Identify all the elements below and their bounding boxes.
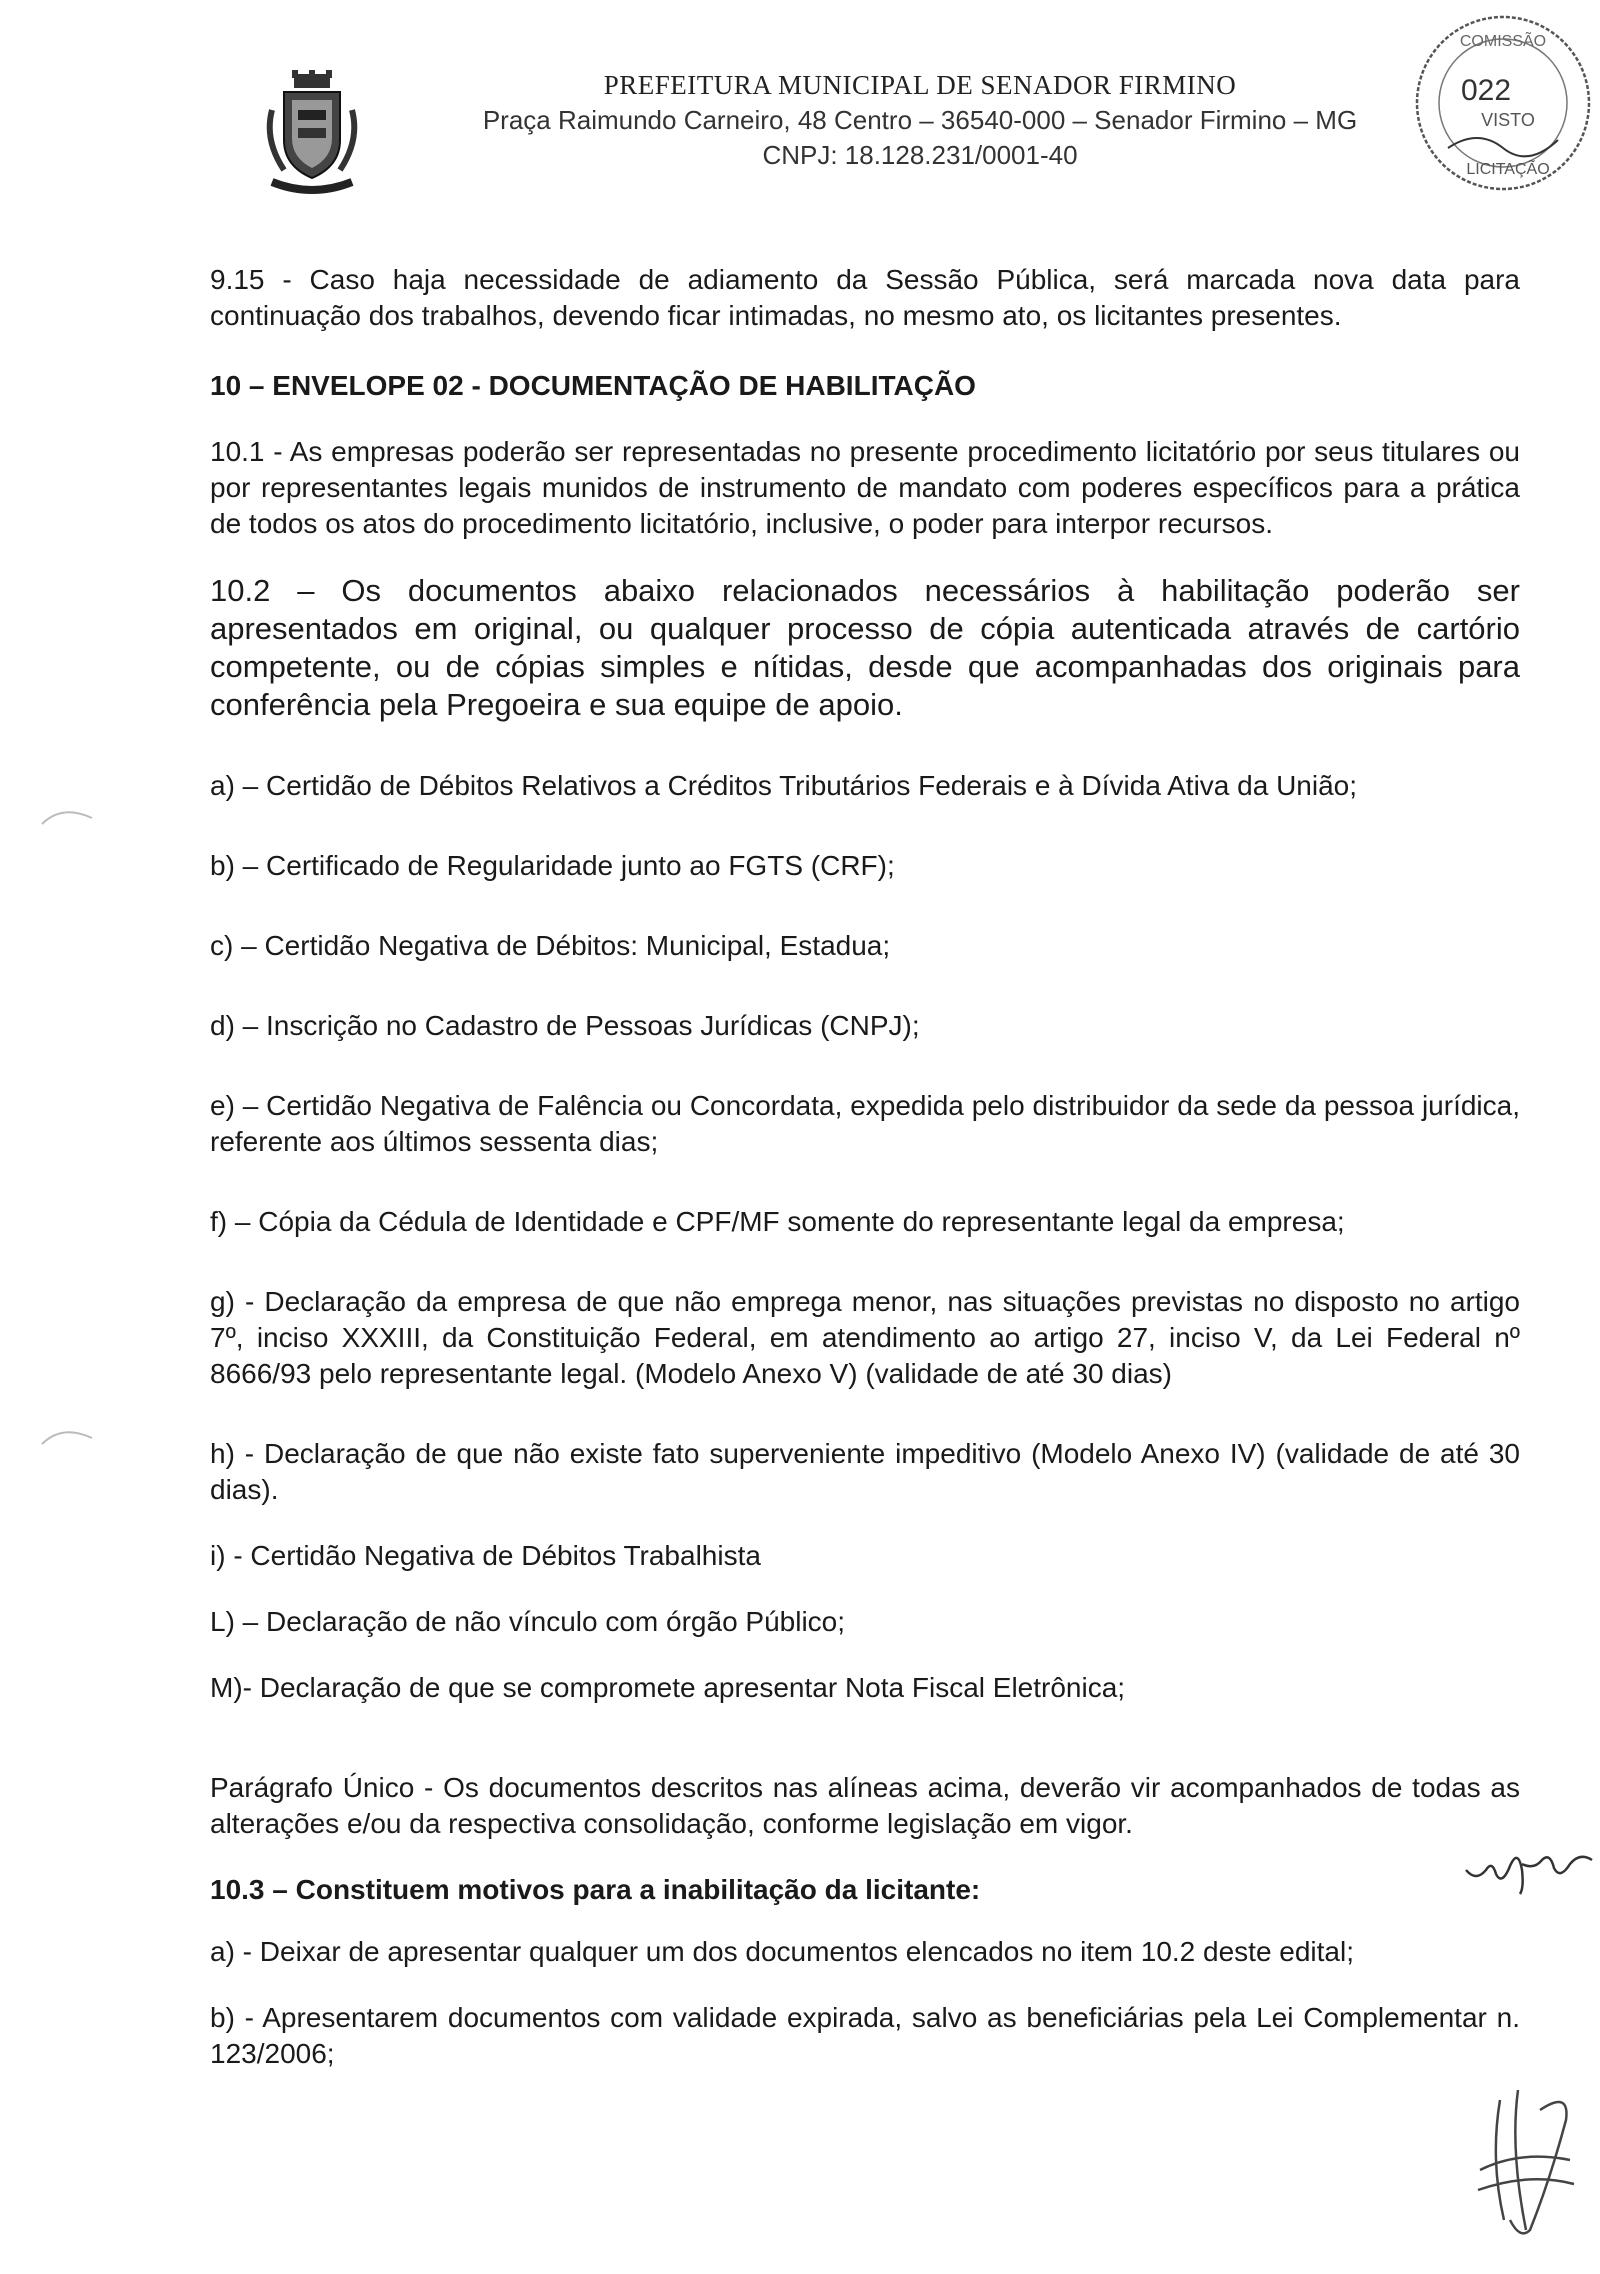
document-body <box>210 262 1520 2072</box>
list-item: b) - Apresentarem documentos com validade expirada, salvo as beneficiárias pela Lei Complementar n. 123/2006; <box>210 2002 1520 2069</box>
paragraph-10-1: 10.1 - As empresas poderão ser representadas no presente procedimento licitatório por seus titulares ou por representantes legais munidos de instrumento de mandato com poderes específicos para a prática de todos os atos do procedimento licitatório, inclusive, o poder para interpor recursos. <box>210 436 1520 539</box>
list-item: L) – Declaração de não vínculo com órgão Público; <box>210 1606 846 1637</box>
list-item: g) - Declaração da empresa de que não emprega menor, nas situações previstas no disposto no artigo 7º, inciso XXXIII, da Constituição Federal, em atendimento ao artigo 27, inciso V, da Lei Federal nº 8666/93 pelo representante legal. (Modelo Anexo V) (validade de até 30 dias) <box>210 1286 1520 1389</box>
scan-mark-icon <box>38 1420 98 1450</box>
section-heading-10-3: 10.3 – Constituem motivos para a inabilitação da licitante: <box>210 1874 981 1905</box>
list-item: e) – Certidão Negativa de Falência ou Concordata, expedida pelo distribuidor da sede da pessoa jurídica, referente aos últimos sessenta dias; <box>210 1090 1520 1157</box>
letterhead <box>420 70 1420 171</box>
list-item: d) – Inscrição no Cadastro de Pessoas Jurídicas (CNPJ); <box>210 1010 920 1041</box>
org-cnpj: CNPJ: 18.128.231/0001-40 <box>762 140 1078 170</box>
paragraph-9-15: 9.15 - Caso haja necessidade de adiamento da Sessão Pública, será marcada nova data para continuação dos trabalhos, devendo ficar intimadas, no mesmo ato, os licitantes presentes. <box>210 264 1520 331</box>
municipal-crest-icon <box>262 70 362 200</box>
list-item: c) – Certidão Negativa de Débitos: Municipal, Estadua; <box>210 930 891 961</box>
stamp-comissao: COMISSÃO <box>1459 33 1547 50</box>
org-address: Praça Raimundo Carneiro, 48 Centro – 36540-000 – Senador Firmino – MG <box>482 105 1358 135</box>
handwritten-initials-icon <box>1462 1830 1600 1900</box>
signature-icon <box>1470 2080 1580 2240</box>
scan-mark-icon <box>38 800 98 830</box>
list-item: a) – Certidão de Débitos Relativos a Créditos Tributários Federais e à Dívida Ativa da União; <box>210 770 1358 801</box>
paragrafo-unico: Parágrafo Único - Os documentos descritos nas alíneas acima, deverão vir acompanhados de todas as alterações e/ou da respectiva consolidação, conforme legislação em vigor. <box>210 1772 1520 1839</box>
list-item: i) - Certidão Negativa de Débitos Trabalhista <box>210 1540 761 1571</box>
list-item: f) – Cópia da Cédula de Identidade e CPF/MF somente do representante legal da empresa; <box>210 1206 1345 1237</box>
list-item: h) - Declaração de que não existe fato superveniente impeditivo (Modelo Anexo IV) (validade de até 30 dias). <box>210 1438 1520 1505</box>
list-item: M)- Declaração de que se compromete apresentar Nota Fiscal Eletrônica; <box>210 1672 1126 1703</box>
paragraph-10-2: 10.2 – Os documentos abaixo relacionados necessários à habilitação poderão ser apresentados em original, ou qualquer processo de cópia autenticada através de cartório competente, ou de cópias simples e nítidas, desde que acompanhadas dos originais para conferência pela Pregoeira e sua equipe de apoio. <box>210 573 1520 722</box>
section-heading-10: 10 – ENVELOPE 02 - DOCUMENTAÇÃO DE HABILITAÇÃO <box>210 370 976 401</box>
stamp-visto: VISTO <box>1481 110 1535 130</box>
stamp-number: 022 <box>1460 74 1512 107</box>
org-name: PREFEITURA MUNICIPAL DE SENADOR FIRMINO <box>603 70 1237 100</box>
stamp-licitacao: LICITAÇÃO <box>1466 161 1550 178</box>
list-item: b) – Certificado de Regularidade junto ao FGTS (CRF); <box>210 850 895 881</box>
list-item: a) - Deixar de apresentar qualquer um dos documentos elencados no item 10.2 deste edital; <box>210 1936 1355 1967</box>
commission-stamp-icon <box>1408 8 1598 198</box>
